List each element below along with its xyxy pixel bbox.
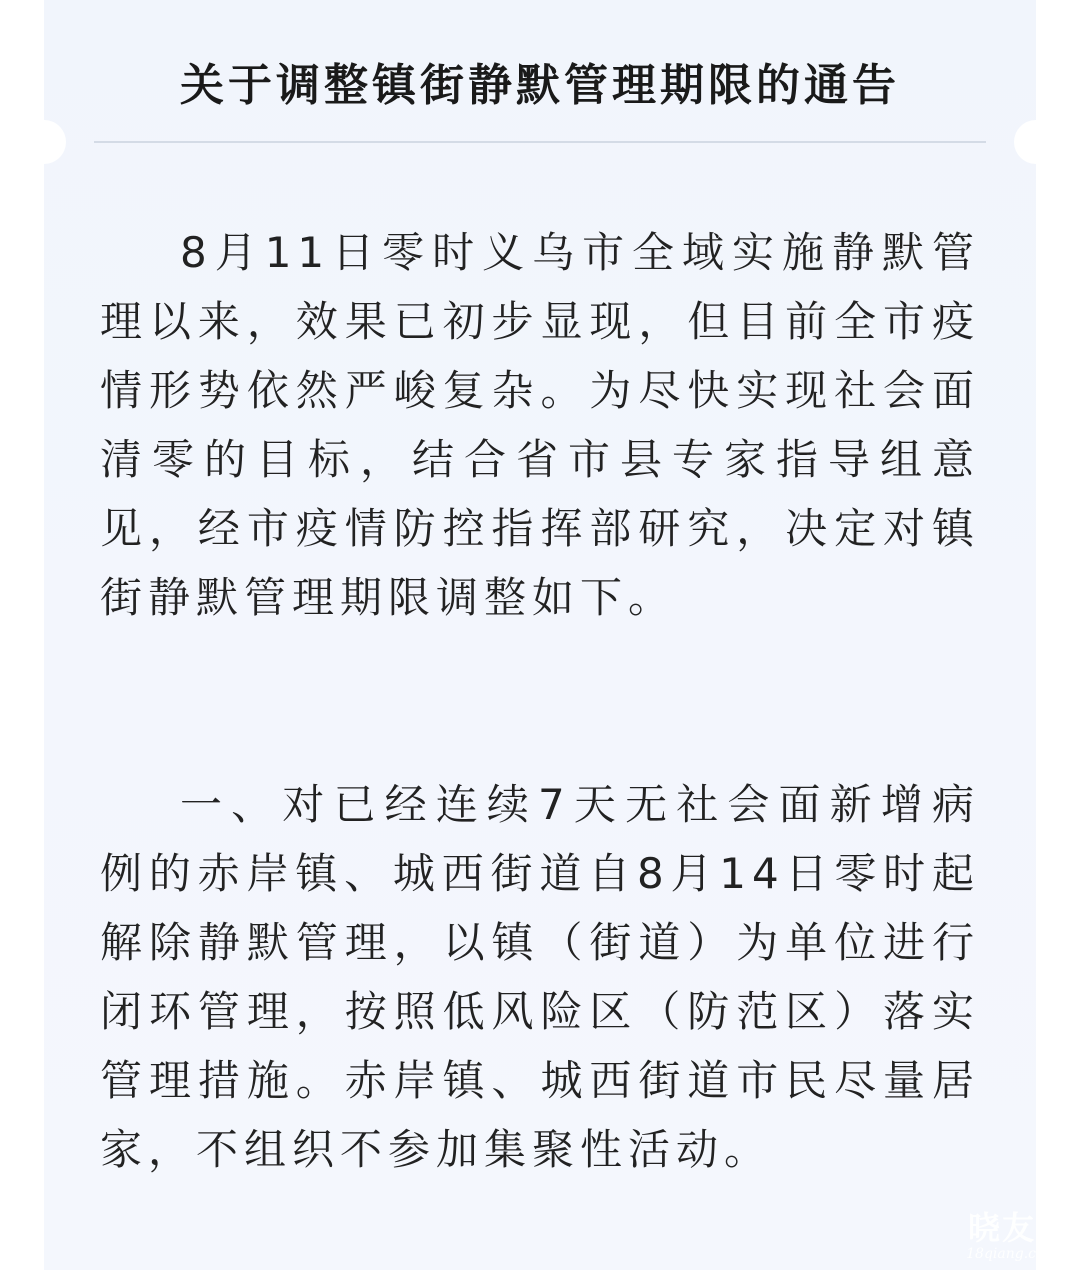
notice-paragraph-1: 8月11日零时义乌市全域实施静默管理以来，效果已初步显现，但目前全市疫情形势依然严峻复杂。为尽快实现社会面清零的目标，结合省市县专家指导组意见，经市疫情防控指挥部研究，决定对镇街静默管理期限调整如下。 xyxy=(100,228,980,622)
card-notch-right xyxy=(1014,120,1036,164)
card-notch-left xyxy=(44,120,66,164)
watermark-logo xyxy=(916,1210,1036,1262)
notice-card xyxy=(44,0,1036,1270)
notice-title: 关于调整镇街静默管理期限的通告 xyxy=(180,60,900,111)
title-divider xyxy=(94,141,986,143)
watermark-text: 晓友 xyxy=(967,1209,1036,1247)
notice-paragraph-2: 一、对已经连续7天无社会面新增病例的赤岸镇、城西街道自8月14日零时起解除静默管理，以镇（街道）为单位进行闭环管理，按照低风险区（防范区）落实管理措施。赤岸镇、城西街道市民尽量居家，不组织不参加集聚性活动。 xyxy=(100,780,980,1174)
watermark-url: 18qiang.c xyxy=(966,1246,1036,1262)
